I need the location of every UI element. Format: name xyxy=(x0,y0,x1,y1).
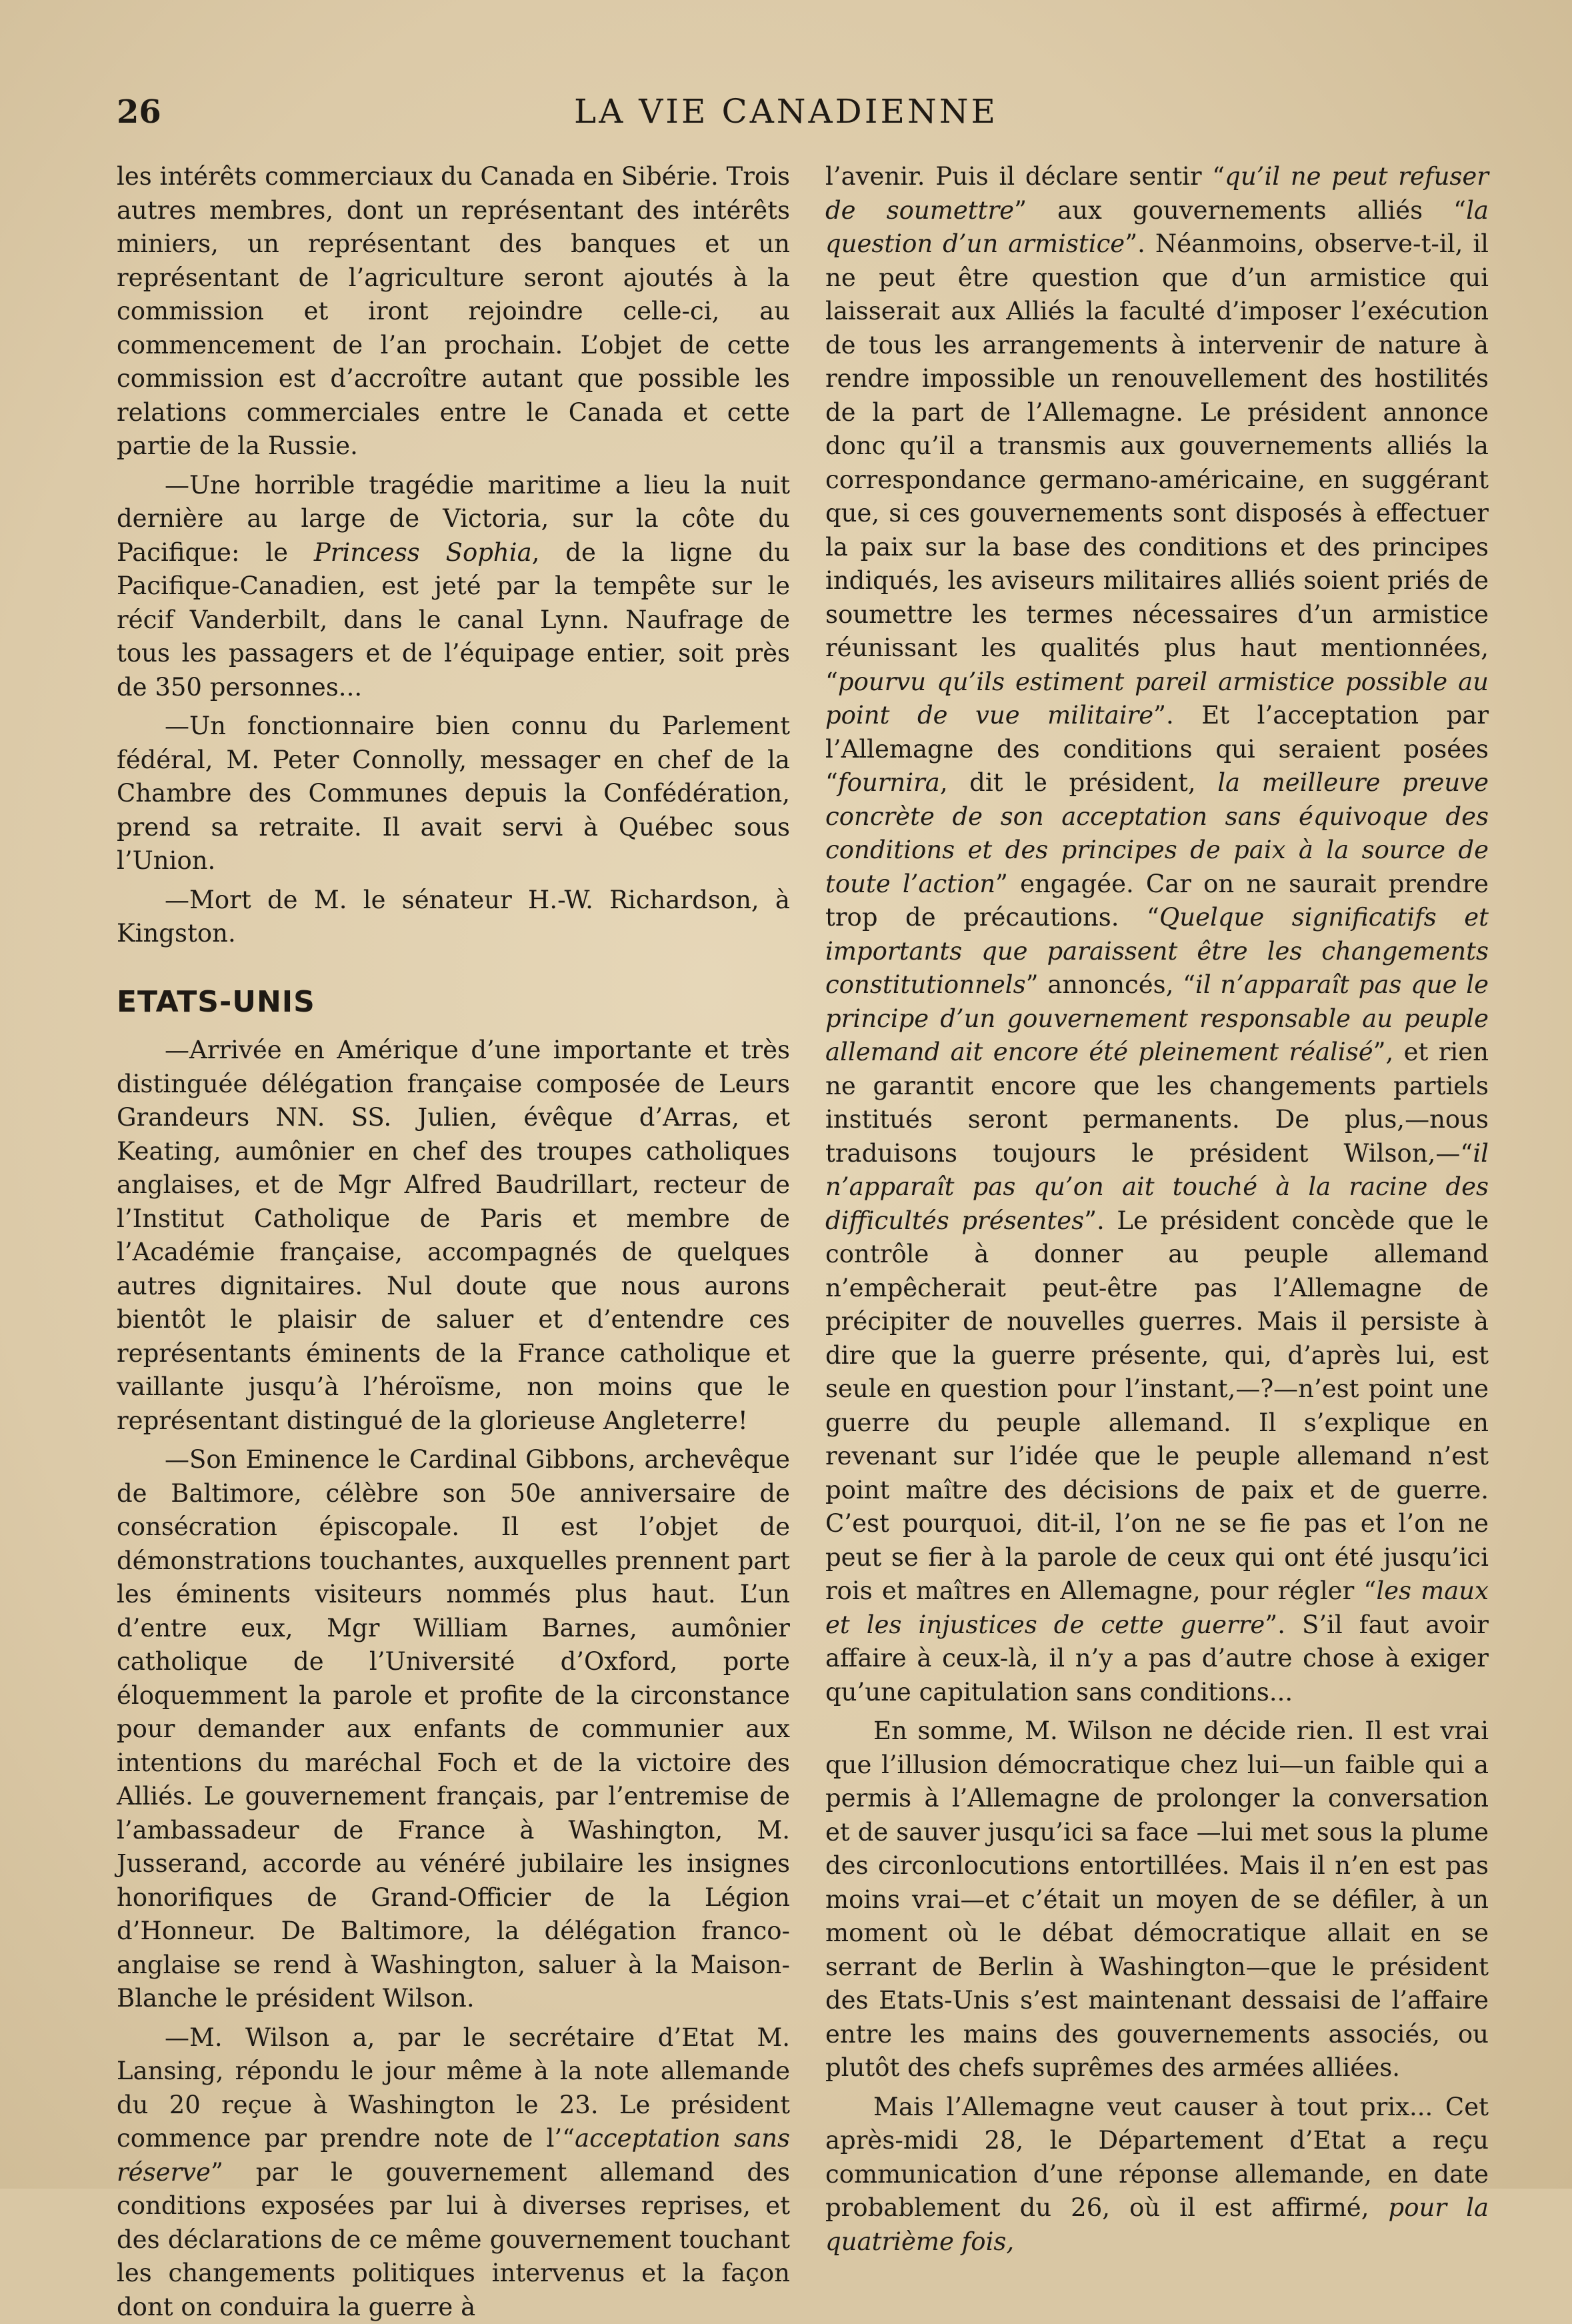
paragraph: —Une horrible tragédie maritime a lieu la nuit dernière au large de Victoria, sur la côte du Pacifique: le Princess Sophia, de la ligne du Pacifique-Canadien, est jeté par la tempête sur le récif Vanderbilt, dans le canal Lynn. Naufrage de tous les passagers et de l’équipage entier, soit près de 350 personnes... xyxy=(117,469,790,705)
section-title: ETATS-UNIS xyxy=(117,986,790,1020)
right-column xyxy=(825,160,1489,2259)
paragraph: —Son Eminence le Cardinal Gibbons, archevêque de Baltimore, célèbre son 50e anniversaire de consécration épiscopale. Il est l’objet de démonstrations touchantes, auxquelles prennent part les éminents visiteurs nommés plus haut. L’un d’entre eux, Mgr William Barnes, aumônier catholique de l’Université d’Oxford, porte éloquemment la parole et profite de la circonstance pour demander aux enfants de communier aux intentions du maréchal Foch et de la victoire des Alliés. Le gouvernement français, par l’entremise de l’ambassadeur de France à Washington, M. Jusserand, accorde au vénéré jubilaire les insignes honorifiques de Grand-Officier de la Légion d’Honneur. De Baltimore, la délégation franco-anglaise se rend à Washington, saluer à la Maison-Blanche le président Wilson. xyxy=(117,1443,790,2016)
paragraph: —M. Wilson a, par le secrétaire d’Etat M. Lansing, répondu le jour même à la note allemande du 20 reçue à Washington le 23. Le président commence par prendre note de l’“acceptation sans réserve” par le gouvernement allemand des conditions exposées par lui à diverses reprises, et des déclarations de ce même gouvernement touchant les changements politiques intervenus et la façon dont on conduira la guerre à xyxy=(117,2021,790,2324)
paragraph: —Arrivée en Amérique d’une importante et très distinguée délégation française composée de Leurs Grandeurs NN. SS. Julien, évêque d’Arras, et Keating, aumônier en chef des troupes catholiques anglaises, et de Mgr Alfred Baudrillart, recteur de l’Institut Catholique de Paris et membre de l’Académie française, accompagnés de quelques autres dignitaires. Nul doute que nous aurons bientôt le plaisir de saluer et d’entendre ces représentants éminents de la France catholique et vaillante jusqu’à l’héroïsme, non moins que le représentant distingué de la glorieuse Angleterre! xyxy=(117,1034,790,1438)
page-number: 26 xyxy=(117,93,161,131)
paragraph: En somme, M. Wilson ne décide rien. Il est vrai que l’illusion démocratique chez lui—un faible qui a permis à l’Allemagne de prolonger la conversation et de sauver jusqu’ici sa face —lui met sous la plume des circonlocutions entortillées. Mais il n’en est pas moins vrai—et c’était un moyen de se défiler, à un moment où le débat démocratique allait en se serrant de Berlin à Washington—que le président des Etats-Unis s’est maintenant dessaisi de l’affaire entre les mains des gouvernements associés, ou plutôt des chefs suprêmes des armées alliées. xyxy=(825,1714,1489,2085)
paragraph: —Mort de M. le sénateur H.-W. Richardson, à Kingston. xyxy=(117,884,790,951)
paragraph: les intérêts commerciaux du Canada en Sibérie. Trois autres membres, dont un représentant des intérêts miniers, un représentant des banques et un représentant de l’agriculture seront ajoutés à la commission et iront rejoindre celle-ci, au commencement de l’an prochain. L’objet de cette commission est d’accroître autant que possible les relations commerciales entre le Canada et cette partie de la Russie. xyxy=(117,160,790,463)
paragraph: Mais l’Allemagne veut causer à tout prix... Cet après-midi 28, le Département d’Etat a reçu communication d’une réponse allemande, en date probablement du 26, où il est affirmé, pour la quatrième fois, xyxy=(825,2091,1489,2259)
paragraph: l’avenir. Puis il déclare sentir “qu’il ne peut refuser de soumettre” aux gouvernements alliés “la question d’un armistice”. Néanmoins, observe-t-il, il ne peut être question que d’un armistice qui laisserait aux Alliés la faculté d’imposer l’exécution de tous les arrangements à intervenir de nature à rendre impossible un renouvellement des hostilités de la part de l’Allemagne. Le président annonce donc qu’il a transmis aux gouvernements alliés la correspondance germano-américaine, en suggérant que, si ces gouvernements sont disposés à effectuer la paix sur la base des conditions et des principes indiqués, les aviseurs militaires alliés soient priés de soumettre les termes nécessaires d’un armistice réunissant les qualités plus haut mentionnées, “pourvu qu’ils estiment pareil armistice possible au point de vue militaire”. Et l’acceptation par l’Allemagne des conditions qui seraient posées “fournira, dit le président, la meilleure preuve concrète de son acceptation sans équivoque des conditions et des principes de paix à la source de toute l’action” engagée. Car on ne saurait prendre trop de précautions. “Quelque significatifs et importants que paraissent être les changements constitutionnels” annoncés, “il n’apparaît pas que le principe d’un gouvernement responsable au peuple allemand ait encore été pleinement réalisé”, et rien ne garantit encore que les changements partiels institués seront permanents. De plus,—nous traduisons toujours le président Wilson,—“il n’apparaît pas qu’on ait touché à la racine des difficultés présentes”. Le président concède que le contrôle à donner au peuple allemand n’empêcherait peut-être pas l’Allemagne de précipiter de nouvelles guerres. Mais il persiste à dire que la guerre présente, qui, d’après lui, est seule en question pour l’instant,—?—n’est point une guerre du peuple allemand. Il s’explique en revenant sur l’idée que le peuple allemand n’est point maître des décisions de paix et de guerre. C’est pourquoi, dit-il, l’on ne se fie pas et l’on ne peut se fier à la parole de ceux qui ont été jusqu’ici rois et maîtres en Allemagne, pour régler “les maux et les injustices de cette guerre”. S’il faut avoir affaire à ceux-là, il n’y a pas d’autre chose à exiger qu’une capitulation sans conditions... xyxy=(825,160,1489,1709)
running-head: LA VIE CANADIENNE xyxy=(0,92,1572,131)
left-column xyxy=(117,160,790,2324)
paragraph: —Un fonctionnaire bien connu du Parlement fédéral, M. Peter Connolly, messager en chef de la Chambre des Communes depuis la Confédération, prend sa retraite. Il avait servi à Québec sous l’Union. xyxy=(117,710,790,878)
